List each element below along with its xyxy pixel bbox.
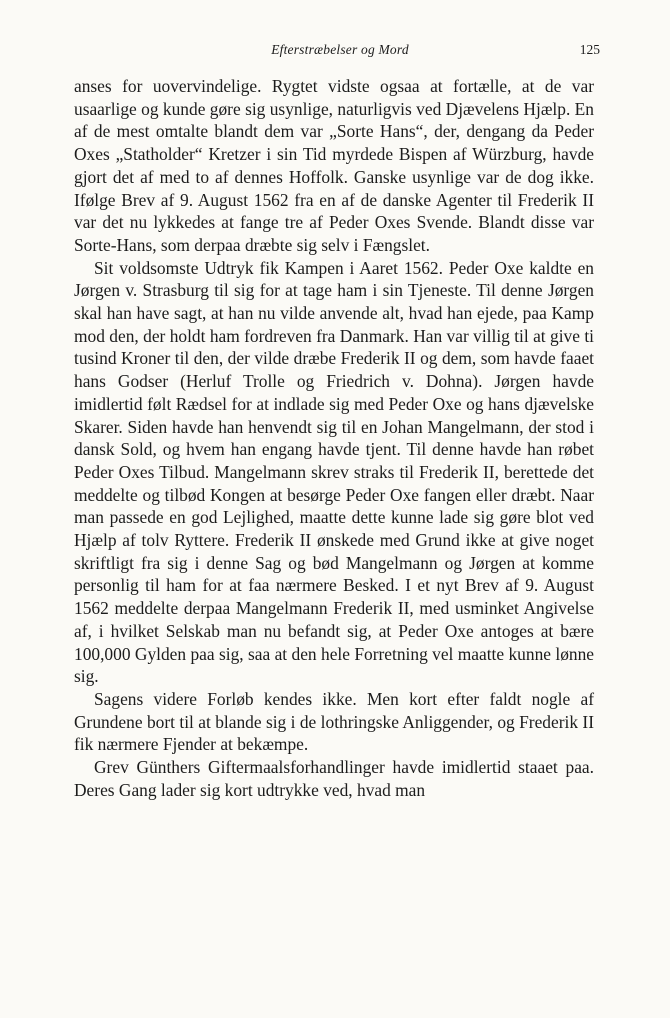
body-text	[74, 75, 594, 802]
paragraph-4: Grev Günthers Giftermaalsforhandlinger havde imidlertid staaet paa. Deres Gang lader sig kort udtrykke ved, hvad man	[74, 757, 594, 800]
paragraph-3: Sagens videre Forløb kendes ikke. Men kort efter faldt nogle af Grundene bort til at blande sig i de lothringske Anliggender, og Frederik II fik nærmere Fjender at bekæmpe.	[74, 688, 594, 755]
page-header	[80, 42, 600, 64]
paragraph-1: anses for uovervindelige. Rygtet vidste ogsaa at fortælle, at de var usaarlige og kunde gøre sig usynlige, naturligvis ved Djævelens Hjælp. En af de mest omtalte blandt dem var „Sorte Hans“, der, dengang da Peder Oxes „Statholder“ Kretzer i sin Tid myrdede Bispen af Würzburg, havde gjort det af med to af dennes Hoffolk. Ganske usynlige var de dog ikke. Ifølge Brev af 9. August 1562 fra en af de danske Agenter til Frederik II var det nu lykkedes at fange tre af Peder Oxes Svende. Blandt disse var Sorte-Hans, som derpaa dræbte sig selv i Fængslet.	[74, 76, 594, 255]
page-number: 125	[579, 42, 600, 57]
running-title: Efterstræbelser og Mord	[271, 42, 409, 57]
paragraph-2: Sit voldsomste Udtryk fik Kampen i Aaret 1562. Peder Oxe kaldte en Jørgen v. Strasburg til sig for at tage ham i sin Tjeneste. Til denne Jørgen skal han have sagt, at han nu vilde anvende alt, hvad han ejede, paa Kamp mod den, der holdt ham fordreven fra Danmark. Han var villig til at give ti tusind Kroner til den, der vilde dræbe Frederik II og dem, som havde faaet hans Godser (Herluf Trolle og Friedrich v. Dohna). Jørgen havde imidlertid følt Rædsel for at indlade sig med Peder Oxe og hans djævelske Skarer. Siden havde han henvendt sig til en Johan Mangelmann, der stod i dansk Sold, og hvem han engang havde tjent. Til denne havde han røbet Peder Oxes Tilbud. Mangelmann skrev straks til Frederik II, berettede det meddelte og tilbød Kongen at besørge Peder Oxe fangen eller dræbt. Naar man passede en god Lejlighed, maatte dette kunne lade sig gøre blot ved Hjælp af tolv Ryttere. Frederik II ønskede med Grund ikke at give noget skriftligt fra sig i denne Sag og bød Mangelmann og Jørgen at komme personlig til ham for at faa nærmere Besked. I et nyt Brev af 9. August 1562 meddelte derpaa Mangelmann Frederik II, med usminket Angivelse af, i hvilket Selskab man nu befandt sig, at Peder Oxe antoges at bære 100,000 Gylden paa sig, saa at den hele Forretning vel maatte kunne lønne sig.	[74, 257, 594, 687]
